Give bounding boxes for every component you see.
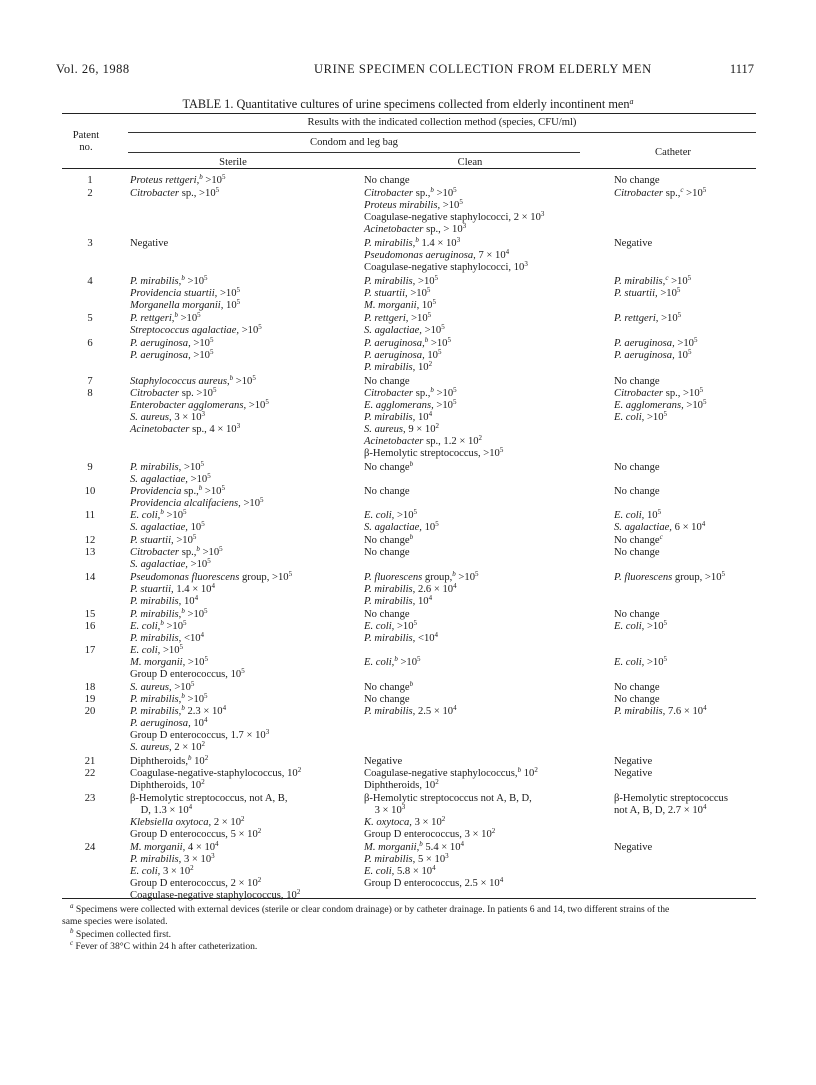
result-line: K. oxytoca, $3 \times 10^2$: [364, 815, 446, 828]
patient-number: 13: [84, 547, 96, 558]
result-line: E. coli, $5.8 \times 10^4$: [364, 864, 436, 877]
result-line: P. aeruginosa,$^b$ $>10^5$: [364, 336, 451, 349]
result-line: P. mirabilis, $>10^5$: [130, 460, 205, 473]
result-line: S. aureus, $9 \times 10^2$: [364, 422, 439, 435]
result-line: not A, B, D, $2.7 \times 10^4$: [614, 803, 707, 816]
patient-number: 11: [84, 510, 96, 521]
result-line: No change: [614, 175, 660, 186]
cell-sterile: [130, 188, 219, 200]
result-line: β-Hemolytic streptococcus, $>10^5$: [364, 446, 504, 459]
cell-clean: [364, 682, 413, 694]
caption-footnote-ref: a: [629, 97, 634, 106]
result-line: E. coli,$^b$ $>10^5$: [130, 619, 187, 632]
result-line: E. coli,$^b$ $>10^5$: [130, 508, 187, 521]
cell-sterile: [130, 547, 223, 571]
result-line: β-Hemolytic streptococcus: [614, 793, 728, 804]
result-line: P. rettgeri, $>10^5$: [364, 311, 432, 324]
col-header-sterile: Sterile: [219, 157, 247, 168]
result-line: P. aeruginosa, $10^5$: [364, 348, 442, 361]
cell-catheter: [614, 682, 660, 694]
cell-clean: [364, 706, 457, 718]
patient-number: 20: [84, 706, 96, 717]
result-line: Streptococcus agalactiae, $>10^5$: [130, 323, 262, 336]
result-line: Providencia $sp.,^b >10^5$: [130, 484, 225, 497]
result-line: P. mirabilis,$^b$ $1.4 \times 10^3$: [364, 236, 461, 249]
result-line: No change: [614, 376, 660, 387]
result-line: E. coli,$^b$ $>10^5$: [364, 655, 421, 668]
cell-sterile: [130, 621, 204, 645]
result-line: E. coli, $>10^5$: [364, 619, 418, 632]
result-line: S. aureus, $>10^5$: [130, 680, 195, 693]
result-line: Coagulase-negative staphylococci, $10^3$: [364, 260, 528, 273]
patient-number: 5: [87, 313, 93, 324]
result-line: P. mirabilis, $10^4$: [130, 594, 199, 607]
cell-clean: [364, 694, 410, 706]
cell-clean: [364, 338, 451, 374]
result-line: No change: [364, 486, 410, 497]
result-line: M. morganii, $10^5$: [364, 298, 436, 311]
cell-catheter: [614, 572, 725, 584]
result-line: Negative: [364, 756, 403, 767]
condom-spanner-rule: [128, 152, 580, 153]
cell-clean: [364, 572, 479, 608]
cell-clean: [364, 462, 413, 474]
cell-sterile: [130, 768, 301, 792]
cell-catheter: [614, 338, 697, 362]
patient-number: 10: [84, 486, 96, 497]
cell-clean: [364, 756, 402, 768]
cell-catheter: [614, 793, 728, 817]
result-line: P. aeruginosa, $>10^5$: [130, 348, 214, 361]
cell-clean: [364, 313, 445, 337]
cell-clean: [364, 376, 410, 388]
result-line: No change: [364, 175, 410, 186]
cell-sterile: [130, 462, 211, 486]
result-line: [614, 645, 667, 657]
result-line: S. agalactiae, $10^5$: [364, 520, 439, 533]
result-line: β-Hemolytic streptococcus not A, B, D,: [364, 793, 532, 804]
cell-catheter: [614, 694, 660, 706]
result-line: S. agalactiae, $6 \times 10^4$: [614, 520, 706, 533]
cell-clean: [364, 793, 532, 841]
patient-number: 2: [87, 188, 93, 199]
cell-catheter: [614, 547, 660, 559]
footnote-a: $^a$ Specimens were collected with external devices (sterile or clear condom drainage) or by catheter drainage. In patients 6 and 14, two different strains of the same species were isolated.: [62, 902, 670, 927]
patient-number: 9: [87, 462, 93, 473]
cell-catheter: [614, 238, 652, 250]
result-line: P. stuartii, $>10^5$: [364, 286, 431, 299]
cell-catheter: [614, 510, 705, 534]
result-line: No change: [364, 694, 410, 705]
result-line: Group D enterococcus, $2.5 \times 10^4$: [364, 876, 504, 889]
patient-number: 3: [87, 238, 93, 249]
result-line: M. morganii, $4 \times 10^4$: [130, 840, 219, 853]
cell-catheter: [614, 645, 667, 669]
cell-sterile: [130, 276, 240, 312]
col-header-catheter: Catheter: [655, 147, 691, 158]
result-line: No change$^b$: [364, 680, 414, 693]
cell-catheter: [614, 376, 660, 388]
cell-catheter: [614, 276, 691, 300]
result-line: P. mirabilis, $10^2$: [364, 360, 433, 373]
cell-catheter: [614, 756, 652, 768]
result-line: No change$^c$: [614, 533, 663, 546]
cell-sterile: [130, 388, 269, 436]
result-line: Negative: [614, 768, 653, 779]
table-label: TABLE 1.: [182, 97, 234, 111]
result-line: P. mirabilis,$^c$ $>10^5$: [614, 274, 692, 287]
cell-sterile: [130, 313, 262, 337]
result-line: No change$^b$: [364, 460, 414, 473]
result-line: Enterobacter agglomerans, $>10^5$: [130, 398, 269, 411]
patient-number: 1: [87, 175, 93, 186]
cell-clean: [364, 609, 410, 621]
col-header-clean: Clean: [457, 157, 483, 168]
result-line: Coagulase-negative staphylococcus,$^b$ $10^2$: [364, 766, 538, 779]
result-line: Group D enterococcus, $2 \times 10^2$: [130, 876, 262, 889]
cell-clean: [364, 276, 438, 312]
result-line: P. aeruginosa, $>10^5$: [614, 336, 698, 349]
cell-catheter: [614, 188, 706, 200]
result-line: Proteus mirabilis, $>10^5$: [364, 198, 463, 211]
result-line: M. morganii, $>10^5$: [130, 655, 208, 668]
cell-clean: [364, 188, 544, 236]
result-line: P. aeruginosa, $10^5$: [614, 348, 692, 361]
result-line: P. mirabilis, $2.6 \times 10^4$: [364, 582, 457, 595]
patient-number: 16: [84, 621, 96, 632]
patient-number: 19: [84, 694, 96, 705]
result-line: E. coli, $>10^5$: [614, 655, 668, 668]
cell-sterile: [130, 376, 256, 388]
result-line: P. stuartii, $1.4 \times 10^4$: [130, 582, 215, 595]
result-line: Diphtheroids, $10^2$: [130, 778, 205, 791]
result-line: P. fluorescens group,$^b$ $>10^5$: [364, 570, 479, 583]
result-line: S. agalactiae, $>10^5$: [130, 472, 211, 485]
patient-number: 17: [84, 645, 96, 656]
cell-clean: [364, 621, 438, 645]
cell-clean: [364, 535, 413, 547]
result-line: E. agglomerans, $>10^5$: [364, 398, 457, 411]
result-line: P. fluorescens group, $>10^5$: [614, 570, 725, 583]
cell-clean: [364, 175, 410, 187]
cell-clean: [364, 486, 410, 498]
result-line: Pseudomonas aeruginosa, $7 \times 10^4$: [364, 248, 510, 261]
result-line: S. agalactiae, $>10^5$: [130, 557, 211, 570]
footnote-c: $^c$ Fever of 38°C within 24 h after catheterization.: [70, 939, 258, 952]
result-line: M. morganii,$^b$ $5.4 \times 10^4$: [364, 840, 464, 853]
cell-catheter: [614, 388, 706, 424]
cell-sterile: [130, 238, 168, 250]
table-title: Quantitative cultures of urine specimens collected from elderly incontinent men: [236, 97, 630, 111]
result-line: P. rettgeri, $>10^5$: [614, 311, 682, 324]
patient-number: 23: [84, 793, 96, 804]
result-line: Citrobacter sp. $>10^5$: [130, 386, 217, 399]
patient-number: 22: [84, 768, 96, 779]
result-line: Proteus rettgeri,$^b$ $>10^5$: [130, 173, 226, 186]
result-line: No change: [614, 682, 660, 693]
result-line: P. mirabilis,$^b$ $2.3 \times 10^4$: [130, 704, 227, 717]
result-line: E. agglomerans, $>10^5$: [614, 398, 707, 411]
patient-number: 7: [87, 376, 93, 387]
cell-catheter: [614, 768, 652, 780]
result-line: P. stuartii, $>10^5$: [130, 533, 197, 546]
journal-volume: Vol. 26, 1988: [56, 62, 130, 76]
cell-catheter: [614, 535, 663, 547]
cell-catheter: [614, 313, 681, 325]
result-line: Staphylococcus aureus,$^b$ $>10^5$: [130, 374, 256, 387]
cell-catheter: [614, 175, 660, 187]
cell-sterile: [130, 756, 208, 768]
result-line: P. mirabilis,$^b$ $>10^5$: [130, 692, 208, 705]
result-line: No change: [364, 547, 410, 558]
result-line: No change: [614, 462, 660, 473]
patient-number: 18: [84, 682, 96, 693]
result-line: Negative: [614, 238, 653, 249]
cell-sterile: [130, 486, 264, 510]
result-line: E. coli, $>10^5$: [614, 619, 668, 632]
cell-catheter: [614, 462, 660, 474]
result-line: Negative: [614, 756, 653, 767]
result-line: P. mirabilis,$^b$ $>10^5$: [130, 274, 208, 287]
cell-sterile: [130, 793, 288, 841]
spanner-condom: Condom and leg bag: [310, 137, 398, 148]
result-line: Acinetobacter sp., $4 \times 10^3$: [130, 422, 241, 435]
result-line: E. coli, $>10^5$: [364, 508, 418, 521]
result-line: S. agalactiae, $10^5$: [130, 520, 205, 533]
result-line: P. mirabilis, $<10^4$: [364, 631, 439, 644]
result-line: P. mirabilis, $5 \times 10^3$: [364, 852, 449, 865]
cell-sterile: [130, 706, 269, 754]
result-line: No change: [364, 609, 410, 620]
result-line: E. coli, $>10^5$: [130, 643, 184, 656]
table-caption: [0, 97, 816, 112]
cell-catheter: [614, 621, 667, 633]
cell-clean: [364, 645, 421, 669]
col-header-patient: Patent no.: [72, 130, 100, 153]
cell-catheter: [614, 842, 652, 854]
spanner-rule: [128, 132, 756, 133]
result-line: Pseudomonas fluorescens group, $>10^5$: [130, 570, 293, 583]
footnote-b: $^b$ Specimen collected first.: [70, 927, 172, 940]
patient-number: 8: [87, 388, 93, 399]
result-line: P. mirabilis, $2.5 \times 10^4$: [364, 704, 457, 717]
patient-number: 12: [84, 535, 96, 546]
result-line: E. coli, $10^5$: [614, 508, 662, 521]
cell-clean: [364, 768, 538, 792]
result-line: Acinetobacter sp., > $10^3$: [364, 222, 467, 235]
patient-number: 6: [87, 338, 93, 349]
result-line: S. agalactiae, $>10^5$: [364, 323, 445, 336]
cell-catheter: [614, 706, 707, 718]
result-line: Citrobacter $sp.,^c >10^5$: [614, 186, 707, 199]
cell-catheter: [614, 486, 660, 498]
result-line: Diphtheroids,$^b$ $10^2$: [130, 754, 209, 767]
running-title: URINE SPECIMEN COLLECTION FROM ELDERLY MEN: [314, 62, 652, 76]
result-line: Citrobacter sp., $>10^5$: [130, 186, 220, 199]
cell-sterile: [130, 535, 196, 547]
result-line: S. aureus, $2 \times 10^2$: [130, 740, 205, 753]
patient-number: 4: [87, 276, 93, 287]
result-line: P. mirabilis,$^b$ $>10^5$: [130, 607, 208, 620]
result-line: Citrobacter $sp.,^b >10^5$: [130, 545, 223, 558]
result-line: P. aeruginosa, $10^4$: [130, 716, 208, 729]
running-header: [56, 62, 754, 78]
result-line: P. stuartii, $>10^5$: [614, 286, 681, 299]
cell-sterile: [130, 842, 300, 902]
result-line: P. mirabilis, $<10^4$: [130, 631, 205, 644]
result-line: No change$^b$: [364, 533, 414, 546]
result-line: P. mirabilis, $7.6 \times 10^4$: [614, 704, 707, 717]
result-line: P. aeruginosa, $>10^5$: [130, 336, 214, 349]
result-line: S. aureus, $3 \times 10^3$: [130, 410, 205, 423]
result-line: No change: [614, 486, 660, 497]
patient-number: 15: [84, 609, 96, 620]
cell-clean: [364, 842, 503, 890]
cell-clean: [364, 238, 528, 274]
cell-clean: [364, 510, 439, 534]
result-line: E. coli, $3 \times 10^2$: [130, 864, 194, 877]
result-line: Group D enterococcus, $5 \times 10^2$: [130, 827, 262, 840]
result-line: $3 \times 10^3$: [364, 803, 406, 816]
result-line: P. mirabilis, $10^4$: [364, 594, 433, 607]
result-line: [364, 645, 421, 657]
result-line: Coagulase-negative staphylococci, $2 \times 10^3$: [364, 210, 545, 223]
result-line: E. coli, $>10^5$: [614, 410, 668, 423]
result-line: D, $1.3 \times 10^4$: [130, 803, 193, 816]
result-line: Providencia stuartii, $>10^5$: [130, 286, 241, 299]
cell-sterile: [130, 694, 208, 706]
patient-number: 21: [84, 756, 96, 767]
cell-sterile: [130, 609, 208, 621]
cell-sterile: [130, 572, 292, 608]
cell-sterile: [130, 175, 225, 187]
result-line: Group D enterococcus, $1.7 \times 10^3$: [130, 728, 270, 741]
cell-sterile: [130, 645, 245, 681]
result-line: Acinetobacter sp., $1.2 \times 10^2$: [364, 434, 483, 447]
result-line: No change: [614, 547, 660, 558]
result-line: Group D enterococcus, $3 \times 10^2$: [364, 827, 496, 840]
patient-number: 24: [84, 842, 96, 853]
result-line: P. mirabilis, $>10^5$: [364, 274, 439, 287]
cell-sterile: [130, 338, 213, 362]
result-line: Citrobacter $sp.,^b >10^5$: [364, 186, 457, 199]
result-line: Negative: [614, 842, 653, 853]
result-line: Citrobacter sp., $>10^5$: [614, 386, 704, 399]
result-line: No change: [364, 376, 410, 387]
result-line: Coagulase-negative staphylococcus, $10^2$: [130, 888, 301, 901]
table-top-rule: [62, 113, 756, 114]
cell-clean: [364, 388, 503, 460]
result-line: No change: [614, 694, 660, 705]
result-line: Citrobacter $sp.,^b >10^5$: [364, 386, 457, 399]
patient-number: 14: [84, 572, 96, 583]
result-line: Coagulase-negative-staphylococcus, $10^2$: [130, 766, 302, 779]
result-line: Group D enterococcus, $10^5$: [130, 667, 245, 680]
result-line: P. mirabilis, $10^4$: [364, 410, 433, 423]
spanner-results: Results with the indicated collection method (species, CFU/ml): [307, 117, 577, 128]
result-line: Klebsiella oxytoca, $2 \times 10^2$: [130, 815, 245, 828]
cell-clean: [364, 547, 410, 559]
cell-sterile: [130, 510, 205, 534]
cell-catheter: [614, 609, 660, 621]
result-line: Negative: [130, 238, 169, 249]
result-line: β-Hemolytic streptococcus, not A, B,: [130, 793, 288, 804]
result-line: No change: [614, 609, 660, 620]
result-line: Diphtheroids, $10^2$: [364, 778, 439, 791]
result-line: P. rettgeri,$^b$ $>10^5$: [130, 311, 201, 324]
result-line: Morganella morganii, $10^5$: [130, 298, 241, 311]
result-line: P. mirabilis, $3 \times 10^3$: [130, 852, 215, 865]
page-number: 1117: [729, 62, 754, 76]
result-line: Providencia alcalifaciens, $>10^5$: [130, 496, 264, 509]
